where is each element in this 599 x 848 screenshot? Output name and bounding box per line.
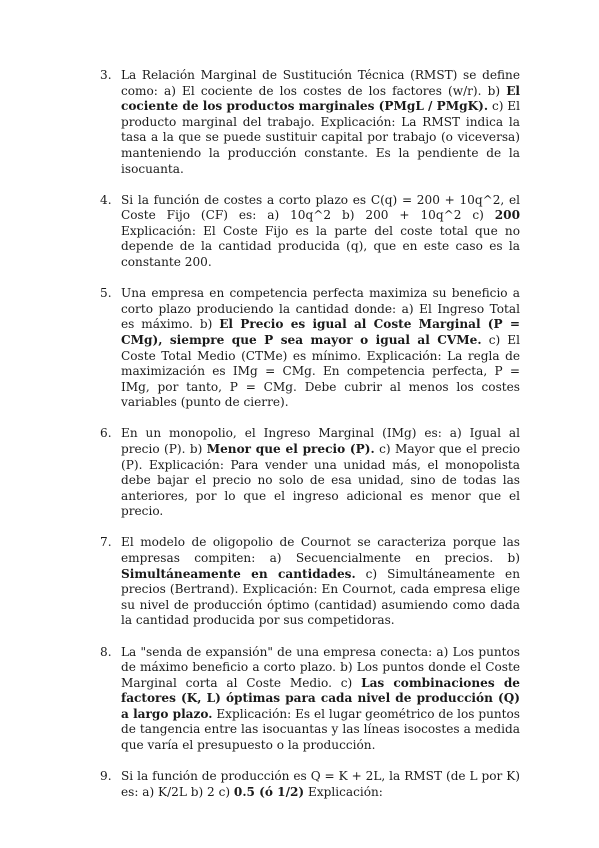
question-number: 6.	[100, 426, 112, 441]
correct-answer: Menor que el precio (P).	[206, 441, 375, 456]
question-item	[100, 645, 520, 754]
question-item	[100, 769, 520, 800]
question-segment: c) Simultáneamente en precios (Bertrand). Explicación: En Cournot, cada empresa elige su nivel de producción óptimo (cantidad) asumiendo como dada la cantidad producida por sus competidoras.	[121, 566, 520, 628]
correct-answer: Simultáneamente en cantidades.	[121, 566, 356, 581]
question-text	[121, 193, 520, 269]
correct-answer: 200	[494, 208, 520, 223]
question-text	[121, 535, 520, 627]
question-segment: La Relación Marginal de Sustitución Técnica (RMST) se define como: a) El cociente de los costes de los factores (w/r). b)	[121, 68, 520, 98]
question-segment: c) El Coste Total Medio (CTMe) es mínimo. Explicación: La regla de maximización es IMg = CMg. En competencia perfecta, P = IMg, por tanto, P = CMg. Debe cubrir al menos los costes variables (punto de cierre).	[121, 332, 520, 410]
question-item	[100, 68, 520, 177]
question-number: 5.	[100, 286, 112, 301]
question-segment: El modelo de oligopolio de Cournot se caracteriza porque las empresas compiten: a) Secuencialmente en precios. b)	[121, 535, 520, 566]
question-text	[121, 769, 520, 799]
question-segment: Explicación:	[304, 784, 383, 799]
correct-answer: El cociente de los productos marginales (PMgL / PMgK).	[121, 83, 520, 114]
question-item	[100, 426, 520, 520]
question-text	[121, 286, 520, 409]
question-number: 4.	[100, 192, 112, 207]
correct-answer: El Precio es igual al Coste Marginal (P = CMg), siempre que P sea mayor o igual al CVMe.	[121, 317, 520, 347]
question-text	[121, 426, 520, 518]
question-item	[100, 535, 520, 629]
question-number: 8.	[100, 644, 112, 659]
question-segment: Si la función de producción es Q = K + 2L, la RMST (de L por K) es: a) K/2L b) 2 c)	[121, 769, 520, 799]
question-segment: c) El producto marginal del trabajo. Explicación: La RMST indica la tasa a la que se puede sustituir capital por trabajo (o viceversa) manteniendo la producción constante. Es la pendiente de la isocuanta.	[121, 99, 520, 176]
question-number: 3.	[100, 68, 112, 82]
question-number: 9.	[100, 769, 112, 784]
question-segment: Si la función de costes a corto plazo es C(q) = 200 + 10q^2, el Coste Fijo (CF) es: a) 10q^2 b) 200 + 10q^2 c)	[121, 192, 520, 223]
question-item	[100, 286, 520, 411]
question-text	[121, 645, 520, 753]
correct-answer: Las combinaciones de factores (K, L) óptimas para cada nivel de producción (Q) a largo plazo.	[121, 675, 520, 721]
correct-answer: 0.5 (ó 1/2)	[233, 784, 305, 799]
question-segment: c) Mayor que el precio (P). Explicación: Para vender una unidad más, el monopolista debe bajar el precio no solo de esa unidad, sino de todas las anteriores, por lo que el ingreso adicional es menor que el precio.	[121, 441, 521, 519]
question-text	[121, 68, 520, 176]
question-segment: Explicación: Es el lugar geométrico de los puntos de tangencia entre las isocuantas y las líneas isocostes a medida que varía el presupuesto o la producción.	[121, 706, 521, 753]
question-list	[100, 68, 520, 816]
question-segment: Una empresa en competencia perfecta maximiza su beneficio a corto plazo produciendo la cantidad donde: a) El Ingreso Total es máximo. b)	[121, 286, 520, 332]
question-item	[100, 193, 520, 271]
question-segment: La "senda de expansión" de una empresa conecta: a) Los puntos de máximo beneficio a corto plazo. b) Los puntos donde el Coste Marginal corta al Coste Medio. c)	[121, 644, 520, 690]
question-number: 7.	[100, 535, 112, 550]
question-segment: Explicación: El Coste Fijo es la parte del coste total que no depende de la cantidad producida (q), que en este caso es la constante 200.	[121, 223, 520, 270]
question-segment: En un monopolio, el Ingreso Marginal (IMg) es: a) Igual al precio (P). b)	[121, 426, 520, 456]
